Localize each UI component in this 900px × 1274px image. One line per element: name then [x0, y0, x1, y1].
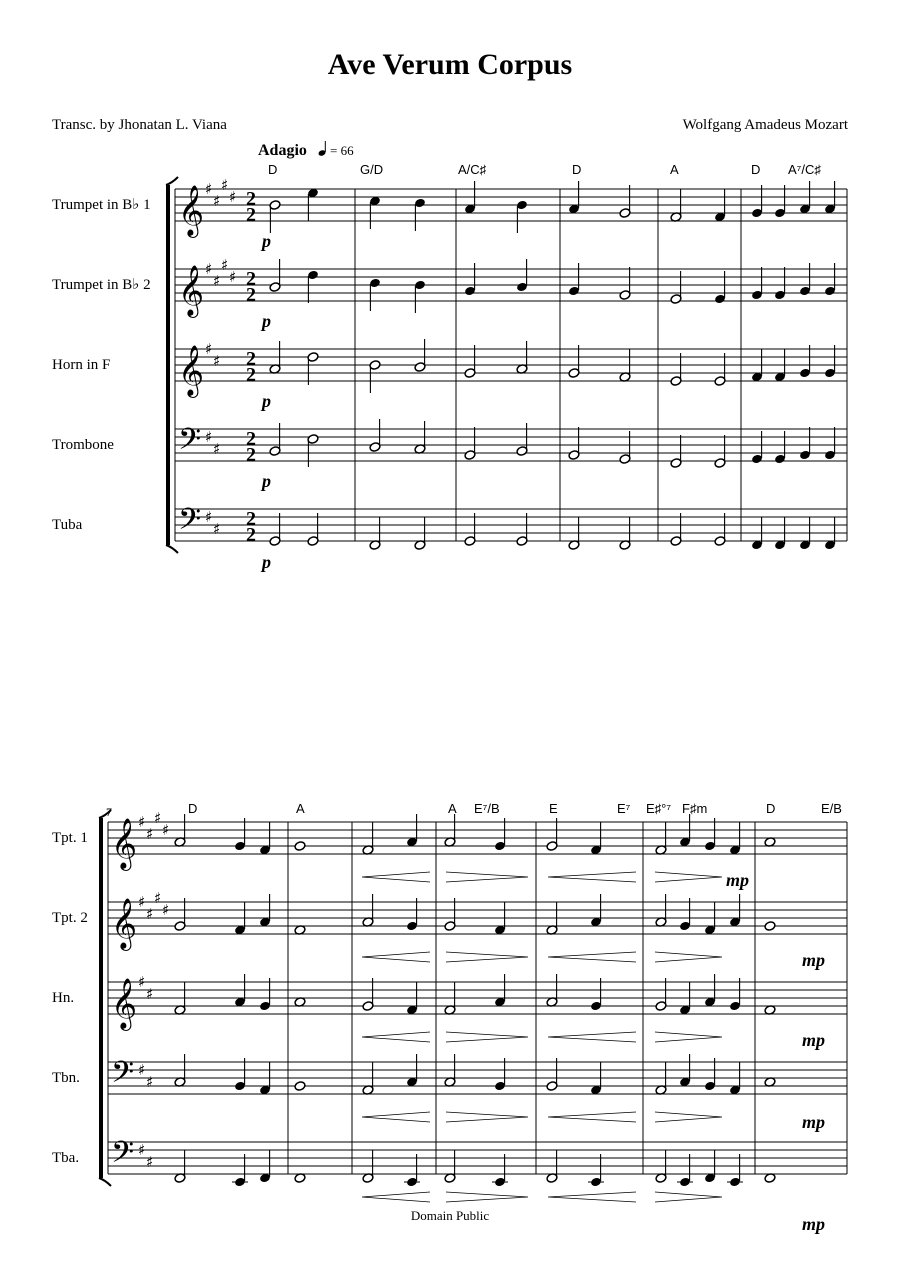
key-sharp: ♯: [229, 188, 237, 206]
key-sharp: ♯: [146, 825, 154, 843]
chord-symbol: A/C♯: [458, 162, 487, 177]
decrescendo-hairpin: [655, 1112, 722, 1122]
chord-symbol: D: [188, 801, 198, 816]
tempo-text: Adagio: [258, 142, 307, 159]
key-sharp: ♯: [138, 1141, 146, 1159]
key-sharp: ♯: [162, 821, 170, 839]
key-sharp: ♯: [205, 508, 213, 526]
chord-symbol: F♯m: [682, 801, 708, 816]
key-sharp: ♯: [162, 901, 170, 919]
key-sharp: ♯: [138, 813, 146, 831]
key-sharp: ♯: [138, 1061, 146, 1079]
treble-clef: 𝄞: [178, 265, 205, 316]
key-sharp: ♯: [213, 440, 221, 458]
note: [294, 1081, 306, 1092]
dynamic-mark: p: [262, 471, 271, 491]
crescendo-hairpin: [548, 1032, 636, 1042]
time-signature-top: 2: [246, 508, 256, 530]
crescendo-hairpin: [362, 952, 430, 962]
chord-symbol: E♯°⁷: [646, 801, 672, 816]
instrument-name: Trumpet in B♭ 2: [52, 277, 151, 293]
dynamic-mark: mp: [802, 1214, 826, 1234]
dynamic-mark: mp: [802, 950, 826, 970]
key-sharp: ♯: [154, 889, 162, 907]
decrescendo-hairpin: [446, 872, 528, 882]
key-sharp: ♯: [138, 973, 146, 991]
crescendo-hairpin: [548, 1192, 636, 1202]
crescendo-hairpin: [362, 872, 430, 882]
time-signature-bottom: 2: [246, 284, 256, 306]
bass-clef: 𝄢: [178, 503, 202, 544]
bass-clef: 𝄢: [111, 1136, 135, 1177]
dynamic-mark: p: [262, 231, 271, 251]
bracket-top-hook: [166, 177, 178, 185]
instrument-name: Horn in F: [52, 357, 111, 373]
decrescendo-hairpin: [446, 1112, 528, 1122]
key-sharp: ♯: [205, 428, 213, 446]
decrescendo-hairpin: [655, 1192, 722, 1202]
time-signature-bottom: 2: [246, 444, 256, 466]
dynamic-mark: mp: [802, 1112, 826, 1132]
key-sharp: ♯: [221, 256, 229, 274]
measure-number: 7: [106, 805, 112, 819]
key-sharp: ♯: [213, 272, 221, 290]
instrument-name: Trombone: [52, 437, 114, 453]
dynamic-mark: p: [262, 552, 271, 572]
chord-symbol: D: [751, 162, 761, 177]
key-sharp: ♯: [213, 520, 221, 538]
treble-clef: 𝄞: [178, 345, 205, 396]
chord-symbol: E/B: [821, 801, 842, 816]
decrescendo-hairpin: [446, 1032, 528, 1042]
dynamic-mark: p: [262, 311, 271, 331]
chord-symbol: E⁷: [617, 801, 631, 816]
chord-symbol: E⁷/B: [474, 801, 500, 816]
key-sharp: ♯: [213, 192, 221, 210]
treble-clef: 𝄞: [178, 185, 205, 236]
treble-clef: 𝄞: [111, 818, 138, 869]
crescendo-hairpin: [362, 1032, 430, 1042]
key-sharp: ♯: [229, 268, 237, 286]
bracket-bottom-hook: [166, 545, 178, 553]
key-sharp: ♯: [213, 352, 221, 370]
bass-clef: 𝄢: [111, 1056, 135, 1097]
key-sharp: ♯: [146, 985, 154, 1003]
system-bracket: [99, 818, 103, 1178]
chord-symbol: A⁷/C♯: [788, 162, 821, 177]
crescendo-hairpin: [362, 1112, 430, 1122]
key-sharp: ♯: [205, 340, 213, 358]
crescendo-hairpin: [548, 952, 636, 962]
key-sharp: ♯: [146, 1073, 154, 1091]
instrument-name: Trumpet in B♭ 1: [52, 197, 151, 213]
time-signature-bottom: 2: [246, 524, 256, 546]
time-signature-bottom: 2: [246, 364, 256, 386]
time-signature-bottom: 2: [246, 204, 256, 226]
chord-symbol: D: [766, 801, 776, 816]
note: [294, 841, 306, 852]
dynamic-mark: mp: [802, 1030, 826, 1050]
instrument-name: Tpt. 1: [52, 830, 88, 846]
key-sharp: ♯: [138, 893, 146, 911]
key-sharp: ♯: [205, 180, 213, 198]
instrument-name: Tba.: [52, 1150, 80, 1166]
chord-symbol: D: [268, 162, 278, 177]
chord-symbol: D: [572, 162, 582, 177]
chord-symbol: A: [296, 801, 305, 816]
key-sharp: ♯: [146, 1153, 154, 1171]
tempo-value: = 66: [330, 143, 354, 158]
crescendo-hairpin: [548, 1112, 636, 1122]
crescendo-hairpin: [362, 1192, 430, 1202]
dynamic-mark: mp: [726, 870, 750, 890]
instrument-name: Hn.: [52, 990, 75, 1006]
time-signature-top: 2: [246, 428, 256, 450]
arranger-credit: Transc. by Jhonatan L. Viana: [52, 117, 227, 133]
decrescendo-hairpin: [446, 952, 528, 962]
chord-symbol: G/D: [360, 162, 384, 177]
dynamic-mark: p: [262, 391, 271, 411]
decrescendo-hairpin: [655, 872, 722, 882]
treble-clef: 𝄞: [111, 978, 138, 1029]
treble-clef: 𝄞: [111, 898, 138, 949]
decrescendo-hairpin: [446, 1192, 528, 1202]
chord-symbol: E: [549, 801, 558, 816]
decrescendo-hairpin: [655, 1032, 722, 1042]
score-title: Ave Verum Corpus: [327, 48, 573, 81]
composer-credit: Wolfgang Amadeus Mozart: [682, 117, 848, 133]
crescendo-hairpin: [548, 872, 636, 882]
key-sharp: ♯: [205, 260, 213, 278]
system-bracket: [166, 185, 170, 545]
key-sharp: ♯: [146, 905, 154, 923]
decrescendo-hairpin: [655, 952, 722, 962]
key-sharp: ♯: [154, 809, 162, 827]
instrument-name: Tpt. 2: [52, 910, 88, 926]
time-signature-top: 2: [246, 348, 256, 370]
chord-symbol: A: [448, 801, 457, 816]
key-sharp: ♯: [221, 176, 229, 194]
instrument-name: Tbn.: [52, 1070, 80, 1086]
time-signature-top: 2: [246, 188, 256, 210]
bracket-bottom-hook: [99, 1178, 111, 1186]
instrument-name: Tuba: [52, 517, 83, 533]
note: [764, 921, 776, 932]
bass-clef: 𝄢: [178, 423, 202, 464]
time-signature-top: 2: [246, 268, 256, 290]
copyright-footer: Domain Public: [410, 1208, 490, 1223]
chord-symbol: A: [670, 162, 679, 177]
